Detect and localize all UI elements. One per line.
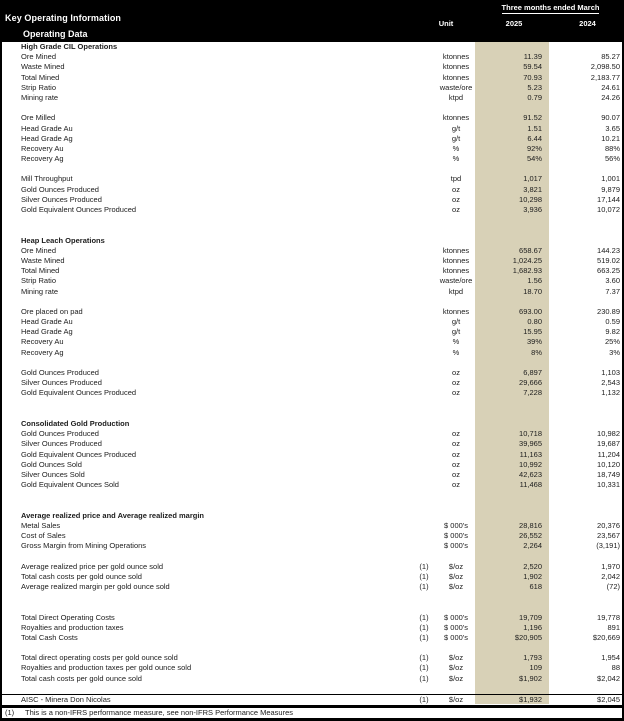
data-row xyxy=(2,348,622,358)
row-label: Total Mined xyxy=(21,72,60,82)
row-unit: oz xyxy=(452,388,460,398)
value-2025: $20,905 xyxy=(475,633,549,643)
value-2025 xyxy=(475,103,549,113)
row-unit: oz xyxy=(452,205,460,214)
value-2025 xyxy=(475,215,549,225)
value-2025: $1,932 xyxy=(475,695,549,704)
row-label: Metal Sales xyxy=(21,520,61,530)
row-label: Average realized margin per gold ounce sold xyxy=(21,581,170,591)
row-label: Silver Ounces Produced xyxy=(21,194,102,204)
row-label: Recovery Au xyxy=(21,337,64,347)
row-unit: $ 000's xyxy=(444,632,468,642)
row-unit: $/oz xyxy=(448,653,464,663)
value-2025: 1,196 xyxy=(475,623,549,633)
row-label: Heap Leach Operations xyxy=(21,235,105,245)
row-label: Head Grade Ag xyxy=(21,327,73,337)
period-header xyxy=(477,3,624,12)
value-2025: 10,992 xyxy=(475,460,549,470)
row-label: Total Mined xyxy=(21,266,60,276)
row-label: Head Grade Au xyxy=(21,123,73,133)
value-2025: 0.80 xyxy=(475,317,549,327)
value-2025 xyxy=(475,409,549,419)
value-2024: 3.60 xyxy=(605,276,620,286)
row-unit: ktonnes xyxy=(442,255,470,265)
value-2024: 10.21 xyxy=(601,133,620,143)
data-row xyxy=(2,185,622,195)
row-unit: $ 000's xyxy=(444,520,468,530)
value-2025: 1.56 xyxy=(475,276,549,286)
value-2024: $20,669 xyxy=(592,632,620,642)
value-2024: $2,045 xyxy=(597,694,620,704)
section-header-row xyxy=(2,419,622,429)
value-2025: 3,821 xyxy=(475,185,549,195)
page-subtitle: Operating Data xyxy=(23,29,88,39)
value-2024: 1,001 xyxy=(601,174,620,184)
footnote-text: This is a non-IFRS performance measure, see non-IFRS Performance Measures xyxy=(25,708,294,717)
section-header-row xyxy=(2,511,622,521)
value-2025: 54% xyxy=(475,154,549,164)
value-2025: 91.52 xyxy=(475,113,549,123)
row-unit: oz xyxy=(452,368,460,377)
data-row xyxy=(2,663,622,673)
row-label: Recovery Ag xyxy=(21,347,64,357)
row-footnote-marker: (1) xyxy=(419,673,429,683)
value-2025 xyxy=(475,225,549,235)
row-footnote-marker: (1) xyxy=(419,561,429,571)
row-unit: $ 000's xyxy=(444,541,468,551)
value-2024: 56% xyxy=(604,154,620,164)
data-row xyxy=(2,378,622,388)
row-label: Average realized price and Average realized margin xyxy=(21,510,204,520)
row-label: Waste Mined xyxy=(21,255,65,265)
row-unit: $/oz xyxy=(448,561,464,571)
value-2025 xyxy=(475,684,549,694)
row-label: Mill Throughput xyxy=(21,174,73,184)
data-row xyxy=(2,572,622,582)
data-row xyxy=(2,531,622,541)
row-unit: $/oz xyxy=(448,673,464,683)
value-2025: 7,228 xyxy=(475,388,549,398)
value-2025: 1,793 xyxy=(475,653,549,663)
spacer-row xyxy=(2,643,622,653)
value-2024: 519.02 xyxy=(597,255,620,265)
row-label: Gold Ounces Produced xyxy=(21,184,99,194)
value-2025 xyxy=(475,592,549,602)
value-2025: 0.79 xyxy=(475,93,549,103)
data-row xyxy=(2,134,622,144)
row-label: Ore Mined xyxy=(21,52,57,62)
row-label: Gross Margin from Mining Operations xyxy=(21,541,147,551)
row-unit: ktonnes xyxy=(442,306,470,316)
row-label: Gold Equivalent Ounces Produced xyxy=(21,449,137,459)
value-2025: 18.70 xyxy=(475,287,549,297)
row-footnote-marker: (1) xyxy=(419,694,429,704)
value-2025: 2,264 xyxy=(475,541,549,551)
value-2025: 10,298 xyxy=(475,195,549,205)
value-2024: 90.07 xyxy=(601,113,620,123)
value-2024: $2,042 xyxy=(597,673,620,683)
row-label: Gold Equivalent Ounces Produced xyxy=(21,388,137,398)
data-row xyxy=(2,521,622,531)
value-2025: 2,520 xyxy=(475,562,549,572)
data-row xyxy=(2,388,622,398)
value-2025 xyxy=(475,602,549,612)
row-unit: $/oz xyxy=(448,663,464,673)
value-2024: 24.26 xyxy=(601,92,620,102)
row-unit: ktonnes xyxy=(442,62,470,72)
row-unit: oz xyxy=(452,469,460,479)
value-2024: 2,543 xyxy=(601,378,620,388)
value-2025 xyxy=(475,511,549,521)
value-2025: 26,552 xyxy=(475,531,549,541)
row-unit: g/t xyxy=(451,123,461,133)
value-2024: 10,982 xyxy=(597,429,620,439)
row-label: Silver Ounces Produced xyxy=(21,378,102,388)
row-label: Total cash costs per gold ounce sold xyxy=(21,673,142,683)
row-unit: ktonnes xyxy=(442,52,470,62)
row-unit: % xyxy=(452,337,460,347)
value-2025 xyxy=(475,419,549,429)
row-label: Silver Ounces Sold xyxy=(21,469,85,479)
value-2024: 0.59 xyxy=(605,317,620,327)
value-2024: 2,183.77 xyxy=(590,72,620,82)
data-row xyxy=(2,480,622,490)
value-2024: 25% xyxy=(604,337,620,347)
data-row xyxy=(2,246,622,256)
value-2025 xyxy=(475,164,549,174)
data-row xyxy=(2,287,622,297)
row-label: Total direct operating costs per gold ounce sold xyxy=(21,653,178,663)
row-unit: waste/ore xyxy=(439,82,473,92)
value-2025: 11.39 xyxy=(475,52,549,62)
value-2025: 11,163 xyxy=(475,450,549,460)
row-label: Total Direct Operating Costs xyxy=(21,612,115,622)
value-2025: $1,902 xyxy=(475,674,549,684)
value-2025: 693.00 xyxy=(475,307,549,317)
section-header-row xyxy=(2,42,622,52)
value-2025: 618 xyxy=(475,582,549,592)
data-row xyxy=(2,307,622,317)
value-2025: 1,024.25 xyxy=(475,256,549,266)
data-row xyxy=(2,613,622,623)
data-row xyxy=(2,327,622,337)
spacer-row xyxy=(2,164,622,174)
value-2024: 23,567 xyxy=(597,531,620,540)
value-2024: 20,376 xyxy=(597,520,620,530)
period-header-label: Three months ended March xyxy=(501,3,600,12)
value-2025 xyxy=(475,500,549,510)
value-2024: 19,687 xyxy=(597,439,620,449)
value-2025: 29,666 xyxy=(475,378,549,388)
value-2025: 70.93 xyxy=(475,73,549,83)
value-2025: 42,623 xyxy=(475,470,549,480)
value-2025: 6.44 xyxy=(475,134,549,144)
data-row xyxy=(2,368,622,378)
value-2025: 1,902 xyxy=(475,572,549,582)
row-label: Mining rate xyxy=(21,92,59,102)
value-2024: 2,098.50 xyxy=(590,62,620,72)
data-row xyxy=(2,337,622,347)
report-header-band xyxy=(0,0,624,42)
value-2025: 28,816 xyxy=(475,521,549,531)
value-2024: 88 xyxy=(611,663,620,673)
value-2025: 11,468 xyxy=(475,480,549,490)
row-unit: $/oz xyxy=(448,694,464,704)
row-label: Waste Mined xyxy=(21,62,65,72)
row-unit: % xyxy=(452,143,460,153)
row-unit: ktpd xyxy=(448,286,464,296)
value-2025 xyxy=(475,399,549,409)
value-2024: 1,103 xyxy=(601,368,620,377)
row-label: Ore Mined xyxy=(21,245,57,255)
data-row xyxy=(2,276,622,286)
value-2025 xyxy=(475,358,549,368)
data-row xyxy=(2,653,622,663)
row-unit: % xyxy=(452,154,460,164)
row-unit: oz xyxy=(452,194,460,204)
value-2024: 144.23 xyxy=(597,245,620,255)
value-2024: 17,144 xyxy=(597,194,620,204)
data-row xyxy=(2,205,622,215)
operating-data-table xyxy=(2,42,622,704)
data-row xyxy=(2,154,622,164)
spacer-row xyxy=(2,592,622,602)
value-2024: 1,954 xyxy=(601,653,620,663)
row-footnote-marker: (1) xyxy=(419,663,429,673)
value-2025: 1.51 xyxy=(475,124,549,134)
value-2025: 1,017 xyxy=(475,174,549,184)
data-row xyxy=(2,429,622,439)
data-row xyxy=(2,623,622,633)
row-unit: ktonnes xyxy=(442,266,470,276)
value-2025 xyxy=(475,551,549,561)
spacer-row xyxy=(2,684,622,694)
value-2024: 3.65 xyxy=(605,123,620,133)
value-2024: 10,331 xyxy=(597,480,620,490)
data-row xyxy=(2,73,622,83)
value-2024: 85.27 xyxy=(601,52,620,62)
row-unit: g/t xyxy=(451,317,461,327)
row-footnote-marker: (1) xyxy=(419,612,429,622)
value-2024: 891 xyxy=(607,622,620,632)
value-2024: 3% xyxy=(609,347,620,357)
value-2024: 7.37 xyxy=(605,286,620,296)
value-2025: 15.95 xyxy=(475,327,549,337)
value-2024: 88% xyxy=(604,143,620,153)
data-row xyxy=(2,195,622,205)
value-2025 xyxy=(475,490,549,500)
data-row xyxy=(2,174,622,184)
data-row xyxy=(2,62,622,72)
data-row xyxy=(2,460,622,470)
row-unit: tpd xyxy=(450,174,462,184)
row-unit: ktonnes xyxy=(442,245,470,255)
section-header-row xyxy=(2,236,622,246)
value-2025: 59.54 xyxy=(475,62,549,72)
footnote-row xyxy=(2,708,622,718)
spacer-row xyxy=(2,490,622,500)
row-label: Consolidated Gold Production xyxy=(21,418,130,428)
row-label: Mining rate xyxy=(21,286,59,296)
row-label: Total Cash Costs xyxy=(21,632,78,642)
row-unit: $ 000's xyxy=(444,612,468,622)
row-unit: oz xyxy=(452,459,460,469)
data-row xyxy=(2,113,622,123)
value-2024: 19,778 xyxy=(597,612,620,622)
row-unit: ktpd xyxy=(448,92,464,102)
row-unit: ktonnes xyxy=(442,113,470,123)
data-row xyxy=(2,83,622,93)
row-label: High Grade CIL Operations xyxy=(21,42,118,51)
row-unit: g/t xyxy=(451,327,461,337)
row-unit: waste/ore xyxy=(439,276,473,286)
row-unit: ktonnes xyxy=(442,72,470,82)
spacer-row xyxy=(2,103,622,113)
row-unit: % xyxy=(452,347,460,357)
row-label: Royalties and production taxes xyxy=(21,622,124,632)
value-2025: 92% xyxy=(475,144,549,154)
value-2025: 658.67 xyxy=(475,246,549,256)
row-unit: $ 000's xyxy=(444,531,468,540)
data-row xyxy=(2,541,622,551)
row-label: Total cash costs per gold ounce sold xyxy=(21,571,142,581)
row-label: Ore Milled xyxy=(21,113,56,123)
spacer-row xyxy=(2,297,622,307)
value-2024: 230.89 xyxy=(597,306,620,316)
value-2025: 5.23 xyxy=(475,83,549,93)
row-unit: oz xyxy=(452,429,460,439)
value-2024: 663.25 xyxy=(597,266,620,276)
spacer-row xyxy=(2,409,622,419)
row-unit: oz xyxy=(452,184,460,194)
value-2024: 24.61 xyxy=(601,82,620,92)
value-2025: 8% xyxy=(475,348,549,358)
data-row xyxy=(2,144,622,154)
data-row xyxy=(2,633,622,643)
row-label: Royalties and production taxes per gold ounce sold xyxy=(21,663,192,673)
row-label: Recovery Ag xyxy=(21,154,64,164)
data-row xyxy=(2,674,622,684)
row-unit: $/oz xyxy=(448,571,464,581)
row-label: Strip Ratio xyxy=(21,82,57,92)
data-row xyxy=(2,562,622,572)
row-label: Silver Ounces Produced xyxy=(21,439,102,449)
column-header-2025: 2025 xyxy=(505,19,523,28)
spacer-row xyxy=(2,602,622,612)
column-header-2024: 2024 xyxy=(579,19,596,28)
spacer-row xyxy=(2,500,622,510)
row-footnote-marker: (1) xyxy=(419,622,429,632)
row-label: Head Grade Ag xyxy=(21,133,73,143)
row-label: Gold Ounces Sold xyxy=(21,459,82,469)
row-label: Head Grade Au xyxy=(21,317,73,327)
value-2025 xyxy=(475,643,549,653)
page-title: Key Operating Information xyxy=(5,13,122,23)
row-unit: g/t xyxy=(451,133,461,143)
value-2025: 109 xyxy=(475,663,549,673)
data-row xyxy=(2,582,622,592)
footnote-marker: (1) xyxy=(5,708,15,717)
row-label: Gold Ounces Produced xyxy=(21,429,99,439)
row-unit: oz xyxy=(452,378,460,388)
row-footnote-marker: (1) xyxy=(419,581,429,591)
row-label: AISC - Minera Don Nicolas xyxy=(21,694,111,704)
row-label: Strip Ratio xyxy=(21,276,57,286)
data-row xyxy=(2,124,622,134)
data-row xyxy=(2,266,622,276)
data-row xyxy=(2,470,622,480)
spacer-row xyxy=(2,215,622,225)
row-unit: $/oz xyxy=(448,581,464,591)
value-2024: 18,749 xyxy=(597,469,620,479)
value-2025: 3,936 xyxy=(475,205,549,215)
row-footnote-marker: (1) xyxy=(419,632,429,642)
value-2024: 2,042 xyxy=(601,571,620,581)
data-row xyxy=(2,439,622,449)
row-label: Average realized price per gold ounce sold xyxy=(21,561,164,571)
value-2024: 11,204 xyxy=(597,449,620,459)
value-2025 xyxy=(475,297,549,307)
row-label: Recovery Au xyxy=(21,143,64,153)
data-row xyxy=(2,317,622,327)
row-label: Gold Equivalent Ounces Produced xyxy=(21,205,137,214)
value-2025: 1,682.93 xyxy=(475,266,549,276)
value-2025: 19,709 xyxy=(475,613,549,623)
value-2025 xyxy=(475,42,549,52)
row-unit: $ 000's xyxy=(444,622,468,632)
row-footnote-marker: (1) xyxy=(419,571,429,581)
row-label: Ore placed on pad xyxy=(21,306,83,316)
row-unit: oz xyxy=(452,480,460,490)
value-2025 xyxy=(475,236,549,246)
value-2025: 39,965 xyxy=(475,439,549,449)
unit-column-header: Unit xyxy=(438,19,454,28)
total-row xyxy=(2,694,622,704)
spacer-row xyxy=(2,551,622,561)
value-2024: (3,191) xyxy=(596,541,620,551)
value-2024: 10,120 xyxy=(597,459,620,469)
row-label: Gold Equivalent Ounces Sold xyxy=(21,480,119,490)
spacer-row xyxy=(2,399,622,409)
row-label: Cost of Sales xyxy=(21,531,66,540)
value-2024: (72) xyxy=(606,581,620,591)
value-2024: 10,072 xyxy=(597,205,620,214)
value-2024: 1,132 xyxy=(601,388,620,398)
value-2025: 10,718 xyxy=(475,429,549,439)
value-2024: 9.82 xyxy=(605,327,620,337)
value-2025: 6,897 xyxy=(475,368,549,378)
value-2024: 1,970 xyxy=(601,561,620,571)
value-2025: 39% xyxy=(475,337,549,347)
row-unit: oz xyxy=(452,449,460,459)
row-unit: oz xyxy=(452,439,460,449)
row-label: Gold Ounces Produced xyxy=(21,368,99,377)
data-row xyxy=(2,93,622,103)
value-2024: 9,879 xyxy=(601,184,620,194)
data-row xyxy=(2,52,622,62)
spacer-row xyxy=(2,358,622,368)
row-footnote-marker: (1) xyxy=(419,653,429,663)
spacer-row xyxy=(2,225,622,235)
data-row xyxy=(2,450,622,460)
data-row xyxy=(2,256,622,266)
